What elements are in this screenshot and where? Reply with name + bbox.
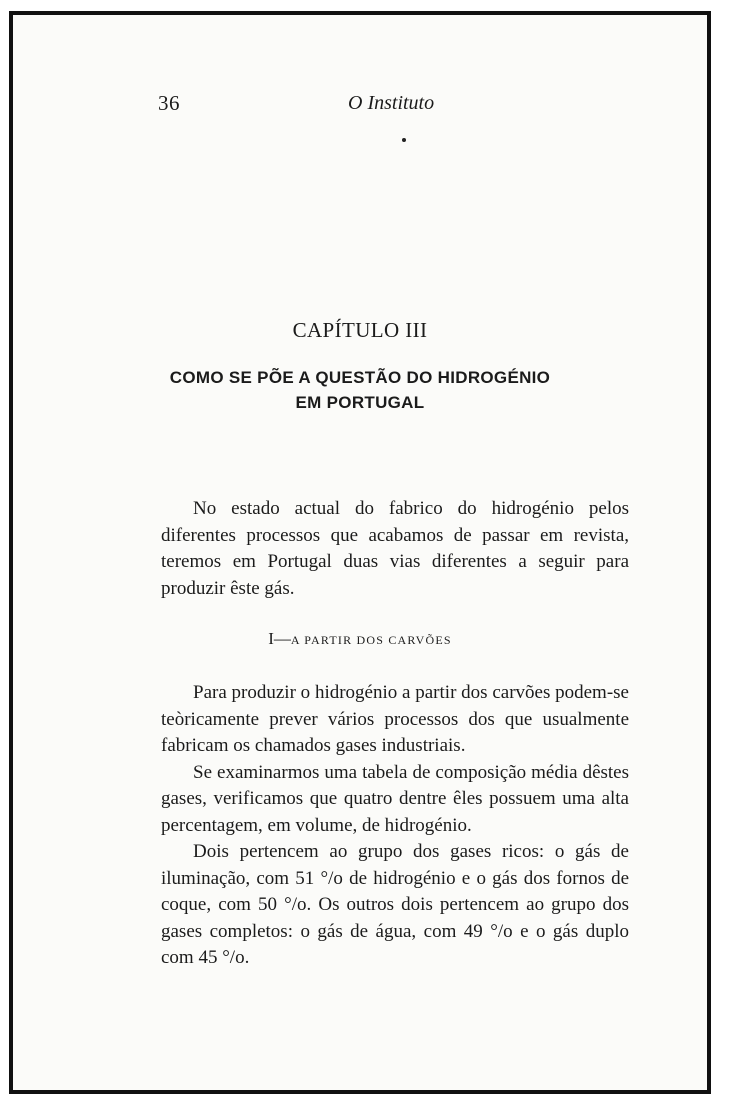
section-paragraph-3: Dois pertencem ao grupo dos gases ricos: o gás de iluminação, com 51 °/o de hidrogénio e o gás dos fornos de coque, com 50 °/o. Os outros dois pertencem ao grupo dos gases completos: o gás de água, com 49 °/o e o gás duplo com 45 °/o. <box>161 841 629 968</box>
ink-speck <box>402 138 406 142</box>
section-numeral: I— <box>268 629 291 648</box>
section-title: A PARTIR DOS CARVÕES <box>290 633 452 647</box>
running-title: O Instituto <box>348 92 435 114</box>
intro-text-block <box>161 496 629 602</box>
chapter-title-line-2: EM PORTUGAL <box>295 393 425 412</box>
section-heading <box>13 629 707 649</box>
section-text-block <box>161 680 629 972</box>
running-head <box>13 91 707 121</box>
chapter-label: CAPÍTULO III <box>292 318 428 342</box>
section-paragraph-2: Se examinarmos uma tabela de composição média dêstes gases, verificamos que quatro dentre êles possuem uma alta percentagem, em volume, de hidrogénio. <box>161 761 629 836</box>
intro-paragraph: No estado actual do fabrico do hidrogénio pelos diferentes processos que acabamos de passar em revista, teremos em Portugal duas vias diferentes a seguir para produzir êste gás. <box>161 498 629 599</box>
section-paragraph-1: Para produzir o hidrogénio a partir dos carvões podem-se teòricamente prever vários processos dos que usualmente fabricam os chamados gases industriais. <box>161 682 629 756</box>
chapter-title <box>13 365 707 415</box>
document-page <box>9 11 711 1094</box>
chapter-title-line-1: COMO SE PÕE A QUESTÃO DO HIDROGÉNIO <box>169 368 551 387</box>
page-number: 36 <box>158 91 180 115</box>
